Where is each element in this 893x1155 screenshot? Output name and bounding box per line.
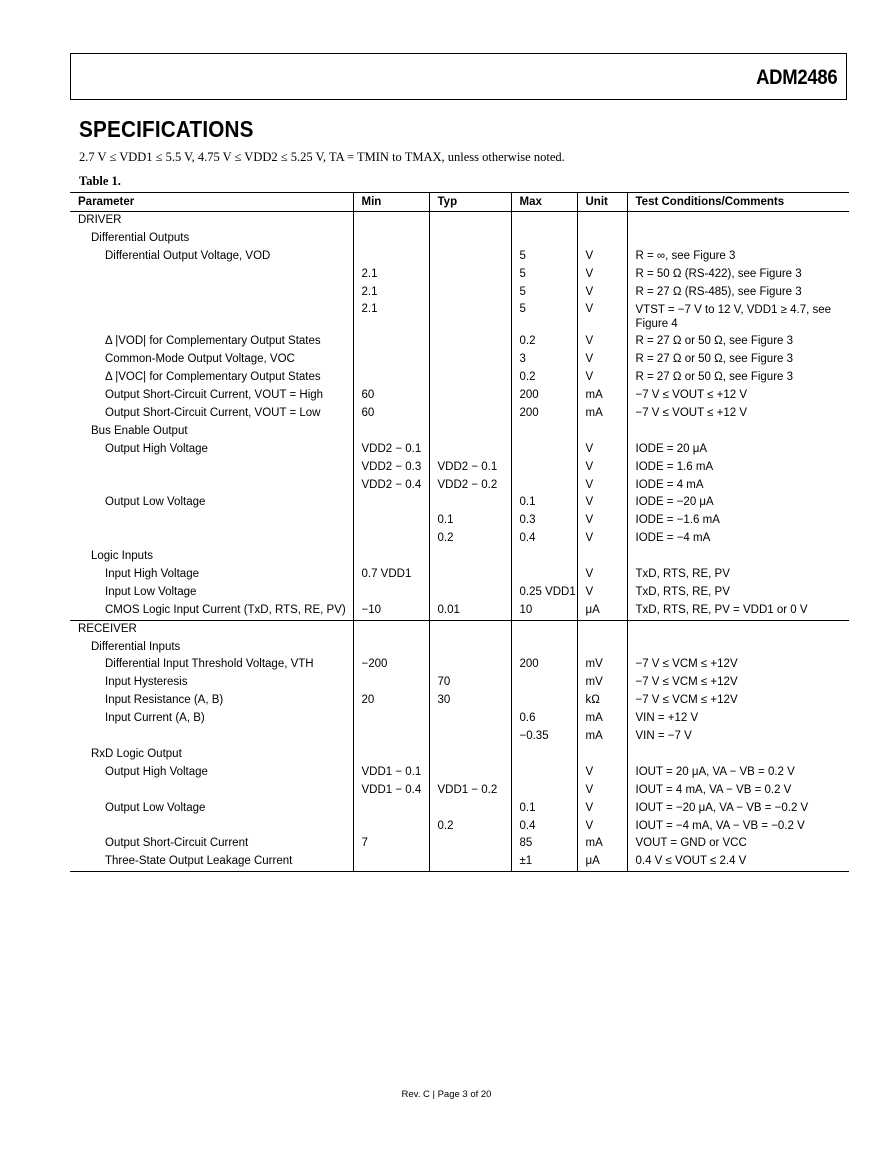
min-cell [353, 423, 429, 441]
parameter-cell: Differential Inputs [91, 640, 181, 653]
table-row [70, 459, 849, 477]
max-cell: 0.25 VDD1 [511, 584, 577, 602]
conditions-cell: IODE = 1.6 mA [627, 459, 849, 477]
typ-cell [429, 764, 511, 782]
table-row [70, 230, 849, 248]
conditions-cell: IOUT = 20 μA, VA − VB = 0.2 V [627, 764, 849, 782]
typ-cell [429, 494, 511, 512]
typ-cell: 0.1 [429, 512, 511, 530]
conditions-cell: IOUT = 4 mA, VA − VB = 0.2 V [627, 782, 849, 800]
parameter-cell: Differential Outputs [91, 231, 190, 244]
parameter-cell: Differential Input Threshold Voltage, VTH [105, 658, 314, 671]
max-cell [511, 639, 577, 657]
max-cell: 0.4 [511, 530, 577, 548]
typ-cell [429, 266, 511, 284]
column-header-typ: Typ [429, 193, 511, 212]
table-row [70, 566, 849, 584]
table-row [70, 477, 849, 495]
unit-cell: mA [577, 710, 627, 728]
table-row [70, 405, 849, 423]
max-cell [511, 746, 577, 764]
parameter-cell [70, 512, 353, 530]
unit-cell: V [577, 764, 627, 782]
max-cell: 5 [511, 266, 577, 284]
typ-cell [429, 566, 511, 584]
min-cell: 7 [353, 835, 429, 853]
min-cell: VDD1 − 0.4 [353, 782, 429, 800]
unit-cell: V [577, 284, 627, 302]
table-row [70, 728, 849, 746]
unit-cell: mV [577, 674, 627, 692]
table-row [70, 512, 849, 530]
typ-cell [429, 620, 511, 638]
parameter-cell [70, 728, 353, 746]
min-cell [353, 530, 429, 548]
unit-cell: mA [577, 728, 627, 746]
typ-cell: VDD2 − 0.2 [429, 477, 511, 495]
parameter-cell: DRIVER [78, 214, 122, 226]
typ-cell [429, 230, 511, 248]
conditions-cell: −7 V ≤ VCM ≤ +12V [627, 692, 849, 710]
conditions-cell: R = ∞, see Figure 3 [627, 248, 849, 266]
table-row [70, 387, 849, 405]
conditions-cell: IOUT = −20 μA, VA − VB = −0.2 V [627, 800, 849, 818]
unit-cell [577, 746, 627, 764]
typ-cell [429, 301, 511, 333]
table-row [70, 423, 849, 441]
max-cell: 3 [511, 351, 577, 369]
min-cell [353, 674, 429, 692]
parameter-cell: Output Short-Circuit Current, VOUT = High [105, 389, 324, 402]
parameter-cell: Input Resistance (A, B) [105, 694, 224, 707]
conditions-cell: −7 V ≤ VOUT ≤ +12 V [627, 405, 849, 423]
typ-cell [429, 284, 511, 302]
column-header-parameter: Parameter [70, 193, 353, 212]
parameter-cell [70, 782, 353, 800]
max-cell: 0.3 [511, 512, 577, 530]
conditions-cell: −7 V ≤ VCM ≤ +12V [627, 674, 849, 692]
min-cell: −10 [353, 602, 429, 620]
unit-cell: V [577, 301, 627, 333]
typ-cell [429, 835, 511, 853]
max-cell: 0.2 [511, 333, 577, 351]
typ-cell: 30 [429, 692, 511, 710]
parameter-cell [70, 818, 353, 836]
page-footer: Rev. C | Page 3 of 20 [401, 1089, 492, 1100]
table-row [70, 764, 849, 782]
table-caption: Table 1. [79, 174, 121, 188]
operating-conditions-note: 2.7 V ≤ VDD1 ≤ 5.5 V, 4.75 V ≤ VDD2 ≤ 5.25 V, TA = TMIN to TMAX, unless otherwise noted. [79, 150, 565, 164]
typ-cell [429, 441, 511, 459]
typ-cell [429, 710, 511, 728]
unit-cell [577, 620, 627, 638]
parameter-cell: Output Short-Circuit Current [105, 837, 249, 850]
parameter-cell [70, 301, 353, 333]
conditions-cell: R = 50 Ω (RS-422), see Figure 3 [627, 266, 849, 284]
section-title: SPECIFICATIONS [79, 116, 254, 142]
table-row [70, 818, 849, 836]
parameter-cell [70, 284, 353, 302]
unit-cell [577, 639, 627, 657]
table-row [70, 620, 849, 638]
max-cell: 0.1 [511, 494, 577, 512]
conditions-cell: TxD, RTS, RE, PV [627, 584, 849, 602]
conditions-cell: VIN = +12 V [627, 710, 849, 728]
unit-cell: V [577, 459, 627, 477]
conditions-cell [627, 639, 849, 657]
column-header-max: Max [511, 193, 577, 212]
max-cell: ±1 [511, 853, 577, 871]
typ-cell [429, 333, 511, 351]
max-cell [511, 548, 577, 566]
max-cell: 5 [511, 301, 577, 333]
min-cell: 60 [353, 405, 429, 423]
typ-cell [429, 351, 511, 369]
min-cell [353, 333, 429, 351]
typ-cell [429, 639, 511, 657]
parameter-cell: Common-Mode Output Voltage, VOC [105, 353, 295, 366]
column-header-unit: Unit [577, 193, 627, 212]
min-cell [353, 351, 429, 369]
unit-cell: V [577, 266, 627, 284]
parameter-cell: Bus Enable Output [91, 424, 188, 437]
table-row [70, 746, 849, 764]
min-cell [353, 248, 429, 266]
typ-cell [429, 728, 511, 746]
parameter-cell: Output High Voltage [105, 442, 208, 455]
max-cell: 85 [511, 835, 577, 853]
min-cell: VDD2 − 0.4 [353, 477, 429, 495]
min-cell [353, 746, 429, 764]
typ-cell [429, 853, 511, 871]
min-cell [353, 710, 429, 728]
table-row [70, 710, 849, 728]
table-row [70, 248, 849, 266]
max-cell: 10 [511, 602, 577, 620]
table-row [70, 530, 849, 548]
min-cell: −200 [353, 656, 429, 674]
max-cell [511, 692, 577, 710]
unit-cell: V [577, 584, 627, 602]
conditions-cell: TxD, RTS, RE, PV = VDD1 or 0 V [627, 602, 849, 620]
unit-cell: V [577, 818, 627, 836]
unit-cell [577, 423, 627, 441]
conditions-cell: IOUT = −4 mA, VA − VB = −0.2 V [627, 818, 849, 836]
min-cell [353, 853, 429, 871]
min-cell: 2.1 [353, 284, 429, 302]
table-row [70, 351, 849, 369]
max-cell [511, 230, 577, 248]
typ-cell: 70 [429, 674, 511, 692]
table-row [70, 692, 849, 710]
unit-cell: mA [577, 405, 627, 423]
typ-cell: VDD2 − 0.1 [429, 459, 511, 477]
typ-cell: 0.2 [429, 818, 511, 836]
column-header-min: Min [353, 193, 429, 212]
table-row [70, 584, 849, 602]
typ-cell [429, 405, 511, 423]
max-cell [511, 477, 577, 495]
table-row [70, 441, 849, 459]
parameter-cell [70, 459, 353, 477]
max-cell [511, 459, 577, 477]
unit-cell: kΩ [577, 692, 627, 710]
conditions-cell [627, 620, 849, 638]
max-cell: 0.6 [511, 710, 577, 728]
unit-cell: mV [577, 656, 627, 674]
min-cell: 2.1 [353, 301, 429, 333]
unit-cell: μA [577, 853, 627, 871]
parameter-cell: Differential Output Voltage, VOD [105, 249, 271, 262]
unit-cell: V [577, 800, 627, 818]
typ-cell [429, 248, 511, 266]
conditions-cell: TxD, RTS, RE, PV [627, 566, 849, 584]
parameter-cell: Δ |VOD| for Complementary Output States [105, 335, 321, 348]
max-cell: 0.2 [511, 369, 577, 387]
min-cell [353, 494, 429, 512]
min-cell [353, 728, 429, 746]
min-cell [353, 584, 429, 602]
max-cell: 5 [511, 248, 577, 266]
max-cell: 0.4 [511, 818, 577, 836]
table-row [70, 301, 849, 333]
unit-cell [577, 230, 627, 248]
typ-cell [429, 423, 511, 441]
conditions-cell: 0.4 V ≤ VOUT ≤ 2.4 V [627, 853, 849, 871]
typ-cell [429, 800, 511, 818]
max-cell: 5 [511, 284, 577, 302]
page-header [70, 53, 847, 100]
min-cell: 0.7 VDD1 [353, 566, 429, 584]
max-cell: 0.1 [511, 800, 577, 818]
conditions-cell [627, 746, 849, 764]
min-cell [353, 800, 429, 818]
typ-cell [429, 656, 511, 674]
conditions-cell: IODE = −4 mA [627, 530, 849, 548]
table-row [70, 656, 849, 674]
table-row [70, 266, 849, 284]
conditions-cell: IODE = −20 μA [627, 494, 849, 512]
max-cell [511, 441, 577, 459]
parameter-cell: Input High Voltage [105, 568, 199, 581]
parameter-cell: Input Current (A, B) [105, 712, 205, 725]
parameter-cell: Output Short-Circuit Current, VOUT = Low [105, 407, 321, 420]
table-row [70, 835, 849, 853]
table-row [70, 333, 849, 351]
conditions-cell: R = 27 Ω or 50 Ω, see Figure 3 [627, 351, 849, 369]
conditions-cell [627, 548, 849, 566]
typ-cell: VDD1 − 0.2 [429, 782, 511, 800]
table-row [70, 212, 849, 230]
parameter-cell: Output Low Voltage [105, 801, 206, 814]
conditions-cell: IODE = −1.6 mA [627, 512, 849, 530]
unit-cell: V [577, 782, 627, 800]
conditions-cell [627, 230, 849, 248]
unit-cell: V [577, 333, 627, 351]
min-cell: 20 [353, 692, 429, 710]
parameter-cell: Input Low Voltage [105, 585, 197, 598]
min-cell [353, 818, 429, 836]
table-header-row [70, 193, 849, 212]
parameter-cell: RxD Logic Output [91, 747, 182, 760]
min-cell [353, 620, 429, 638]
max-cell [511, 212, 577, 230]
table-row [70, 369, 849, 387]
conditions-cell: R = 27 Ω (RS-485), see Figure 3 [627, 284, 849, 302]
typ-cell [429, 387, 511, 405]
max-cell [511, 566, 577, 584]
unit-cell: V [577, 512, 627, 530]
conditions-cell: R = 27 Ω or 50 Ω, see Figure 3 [627, 333, 849, 351]
column-header-conditions: Test Conditions/Comments [627, 193, 849, 212]
min-cell: 60 [353, 387, 429, 405]
conditions-cell: −7 V ≤ VCM ≤ +12V [627, 656, 849, 674]
max-cell [511, 423, 577, 441]
max-cell [511, 764, 577, 782]
unit-cell: mA [577, 835, 627, 853]
min-cell: 2.1 [353, 266, 429, 284]
typ-cell [429, 212, 511, 230]
unit-cell: V [577, 566, 627, 584]
max-cell: −0.35 [511, 728, 577, 746]
min-cell [353, 548, 429, 566]
min-cell [353, 512, 429, 530]
typ-cell [429, 746, 511, 764]
min-cell: VDD2 − 0.1 [353, 441, 429, 459]
table-row [70, 639, 849, 657]
conditions-cell: VTST = −7 V to 12 V, VDD1 ≥ 4.7, see Figure 4 [627, 301, 849, 333]
unit-cell [577, 212, 627, 230]
parameter-cell: Three-State Output Leakage Current [70, 853, 353, 871]
parameter-cell: Input Hysteresis [105, 676, 188, 689]
parameter-cell: Output Low Voltage [105, 496, 206, 509]
conditions-cell: VOUT = GND or VCC [627, 835, 849, 853]
unit-cell: mA [577, 387, 627, 405]
parameter-cell [70, 266, 353, 284]
unit-cell: μA [577, 602, 627, 620]
min-cell [353, 639, 429, 657]
table-row [70, 494, 849, 512]
typ-cell: 0.2 [429, 530, 511, 548]
conditions-cell: IODE = 4 mA [627, 477, 849, 495]
table-body [70, 212, 849, 872]
max-cell: 200 [511, 656, 577, 674]
min-cell [353, 230, 429, 248]
parameter-cell: RECEIVER [78, 622, 137, 635]
table-row [70, 674, 849, 692]
min-cell: VDD1 − 0.1 [353, 764, 429, 782]
table-row [70, 853, 849, 871]
max-cell [511, 674, 577, 692]
conditions-cell [627, 423, 849, 441]
conditions-cell: IODE = 20 μA [627, 441, 849, 459]
table-row [70, 800, 849, 818]
typ-cell [429, 369, 511, 387]
unit-cell [577, 548, 627, 566]
unit-cell: V [577, 477, 627, 495]
parameter-cell: Output High Voltage [105, 765, 208, 778]
typ-cell [429, 548, 511, 566]
max-cell: 200 [511, 405, 577, 423]
unit-cell: V [577, 530, 627, 548]
unit-cell: V [577, 369, 627, 387]
max-cell [511, 620, 577, 638]
table-row [70, 602, 849, 620]
parameter-cell: Logic Inputs [91, 550, 154, 563]
table-row [70, 548, 849, 566]
parameter-cell: Δ |VOC| for Complementary Output States [105, 371, 321, 384]
conditions-cell: VIN = −7 V [627, 728, 849, 746]
specifications-table [70, 192, 849, 872]
document-id: ADM2486 [755, 66, 837, 89]
table-row [70, 284, 849, 302]
typ-cell: 0.01 [429, 602, 511, 620]
parameter-cell: CMOS Logic Input Current (TxD, RTS, RE, PV) [70, 602, 353, 620]
typ-cell [429, 584, 511, 602]
conditions-cell: R = 27 Ω or 50 Ω, see Figure 3 [627, 369, 849, 387]
unit-cell: V [577, 351, 627, 369]
parameter-cell [70, 530, 353, 548]
table-row [70, 782, 849, 800]
conditions-cell: −7 V ≤ VOUT ≤ +12 V [627, 387, 849, 405]
unit-cell: V [577, 441, 627, 459]
min-cell: VDD2 − 0.3 [353, 459, 429, 477]
parameter-cell [70, 477, 353, 495]
min-cell [353, 212, 429, 230]
unit-cell: V [577, 494, 627, 512]
conditions-cell [627, 212, 849, 230]
max-cell [511, 782, 577, 800]
min-cell [353, 369, 429, 387]
unit-cell: V [577, 248, 627, 266]
max-cell: 200 [511, 387, 577, 405]
